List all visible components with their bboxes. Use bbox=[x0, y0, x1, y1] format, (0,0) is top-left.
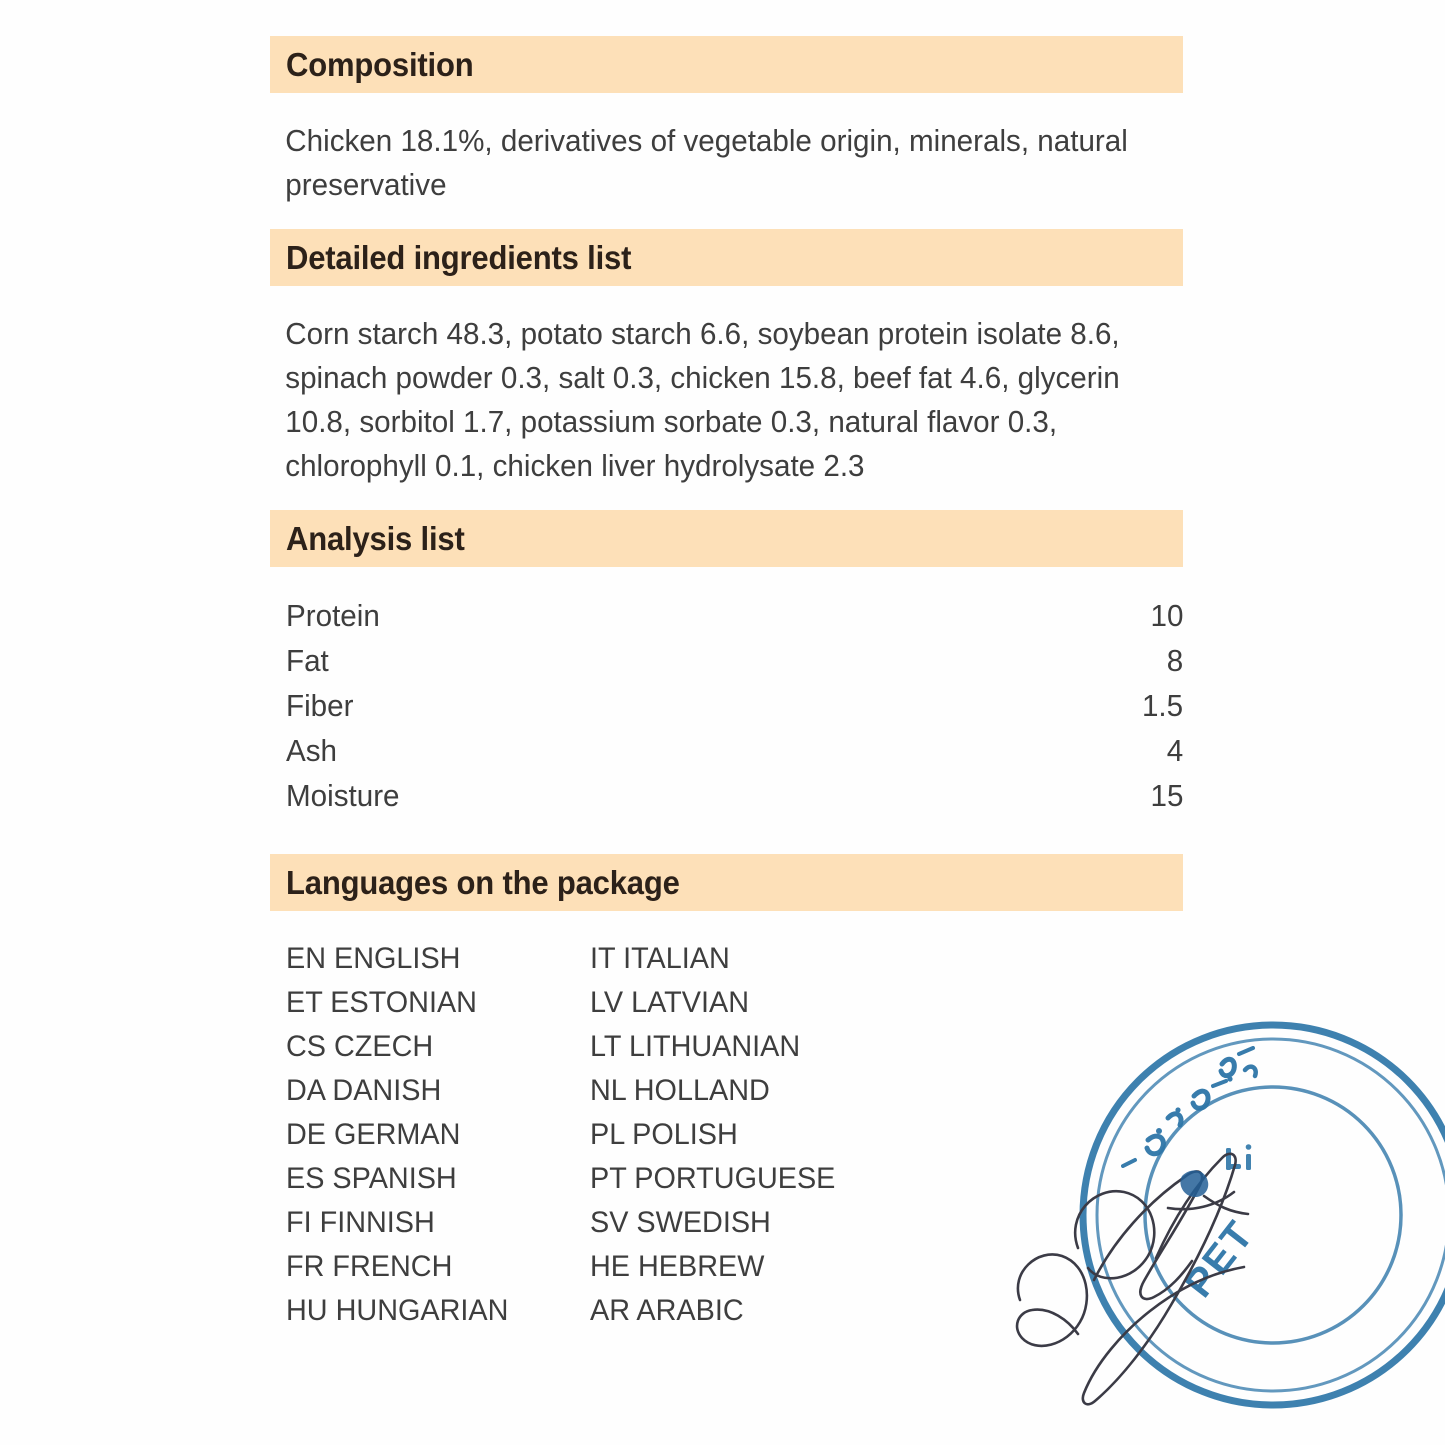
language-item: PL POLISH bbox=[590, 1118, 738, 1151]
language-item: HE HEBREW bbox=[590, 1250, 765, 1283]
language-item: AR ARABIC bbox=[590, 1294, 744, 1327]
analysis-label: Fat bbox=[286, 643, 329, 678]
analysis-label: Moisture bbox=[286, 778, 400, 813]
analysis-value: 1.5 bbox=[1141, 688, 1183, 723]
language-item: ES SPANISH bbox=[286, 1162, 457, 1195]
analysis-table bbox=[270, 593, 1183, 818]
spacer-analysis bbox=[270, 567, 1183, 593]
language-item: IT ITALIAN bbox=[590, 942, 730, 975]
analysis-value: 4 bbox=[1166, 733, 1183, 768]
spacer-after-analysis bbox=[270, 818, 1183, 854]
section-header-composition bbox=[270, 36, 1183, 93]
section-title-languages: Languages on the package bbox=[286, 864, 680, 901]
spacer-composition bbox=[270, 93, 1183, 119]
language-item: EN ENGLISH bbox=[286, 942, 461, 975]
language-item: CS CZECH bbox=[286, 1030, 434, 1063]
language-item: LT LITHUANIAN bbox=[590, 1030, 801, 1063]
analysis-row bbox=[286, 593, 1183, 638]
section-header-languages bbox=[270, 854, 1183, 911]
analysis-row bbox=[286, 773, 1183, 818]
analysis-label: Fiber bbox=[286, 688, 354, 723]
language-item: DA DANISH bbox=[286, 1074, 442, 1107]
languages-grid bbox=[270, 937, 1183, 1333]
language-item: FI FINNISH bbox=[286, 1206, 435, 1239]
language-item: HU HUNGARIAN bbox=[286, 1294, 509, 1327]
detailed-ingredients-body-text: Corn starch 48.3, potato starch 6.6, soybean protein isolate 8.6, spinach powder 0.3, salt 0.3, chicken 15.8, beef fat 4.6, glycerin 10.8, sorbitol 1.7, potassium sorbate 0.3, natural flavor 0.3, chlorophyll 0.1, chicken liver hydrolysate 2.3 bbox=[285, 316, 1120, 483]
spacer-detailed-ingredients bbox=[270, 286, 1183, 312]
analysis-value: 10 bbox=[1150, 598, 1183, 633]
language-item: SV SWEDISH bbox=[590, 1206, 771, 1239]
language-item: PT PORTUGUESE bbox=[590, 1162, 836, 1195]
section-header-detailed-ingredients bbox=[270, 229, 1183, 286]
document-content bbox=[270, 0, 1183, 1333]
section-title-detailed-ingredients: Detailed ingredients list bbox=[286, 239, 632, 276]
language-item: ET ESTONIAN bbox=[286, 986, 477, 1019]
analysis-value: 8 bbox=[1166, 643, 1183, 678]
section-title-composition: Composition bbox=[286, 46, 474, 83]
section-header-analysis bbox=[270, 510, 1183, 567]
language-item: LV LATVIAN bbox=[590, 986, 749, 1019]
language-item: FR FRENCH bbox=[286, 1250, 453, 1283]
spacer-after-composition bbox=[270, 207, 1183, 229]
analysis-row bbox=[286, 728, 1183, 773]
analysis-row bbox=[286, 683, 1183, 728]
svg-text:PET: PET bbox=[1176, 1212, 1263, 1306]
composition-body-text: Chicken 18.1%, derivatives of vegetable origin, minerals, natural preservative bbox=[285, 123, 1128, 202]
ink-blot-icon bbox=[1180, 1170, 1208, 1197]
language-item: DE GERMAN bbox=[286, 1118, 461, 1151]
analysis-value: 15 bbox=[1150, 778, 1183, 813]
spacer-languages bbox=[270, 911, 1183, 937]
analysis-label: Ash bbox=[286, 733, 338, 768]
spacer-top bbox=[270, 0, 1183, 36]
spacer-after-detailed-ingredients bbox=[270, 488, 1183, 510]
analysis-label: Protein bbox=[286, 598, 380, 633]
language-item: NL HOLLAND bbox=[590, 1074, 770, 1107]
analysis-row bbox=[286, 638, 1183, 683]
section-title-analysis: Analysis list bbox=[286, 520, 465, 557]
